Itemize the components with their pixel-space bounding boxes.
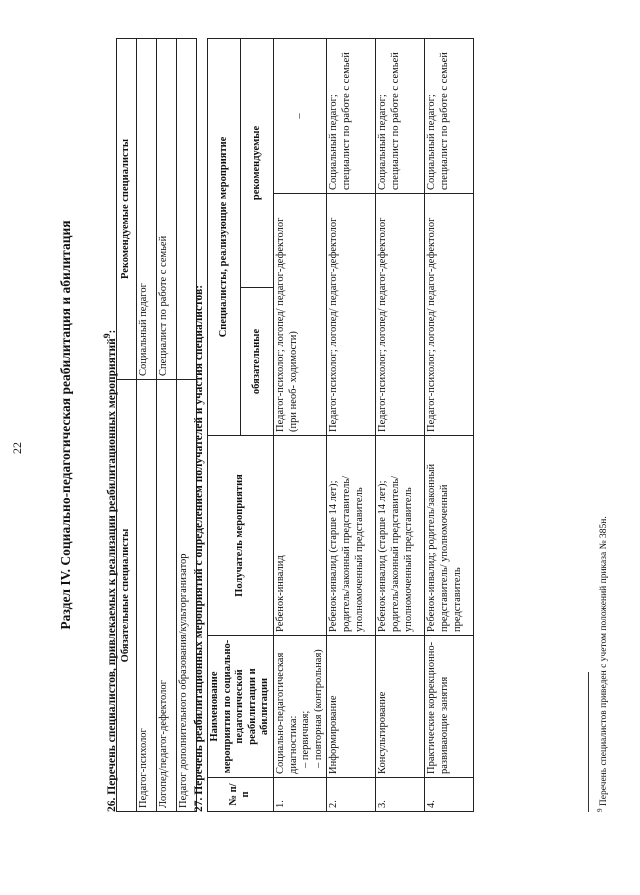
activity-recipient: Ребенок-инвалид (старше 14 лет); родитель/законный представитель/ уполномоченный представитель — [327, 436, 376, 636]
activity-recipient: Ребенок-инвалид — [273, 436, 326, 636]
activity-name: Консультирование — [376, 636, 425, 778]
table-row — [137, 39, 157, 812]
specialists-recommended: Социальный педагог; специалист по работе с семьей — [327, 38, 376, 193]
col-specialists-required: обязательные — [240, 288, 273, 436]
specialists-required: Педагог-психолог; логопед/ педагог-дефектолог (при необ- ходимости) — [273, 194, 326, 436]
activities-table — [207, 38, 474, 812]
table-row — [157, 39, 177, 812]
activity-name: Практические коррекционно-развивающие занятия — [425, 636, 474, 778]
row-number: 4. — [425, 778, 474, 812]
col-recommended-specialists: Рекомендуемые специалисты — [117, 39, 137, 380]
row-number: 2. — [327, 778, 376, 812]
activities-table-header — [208, 38, 241, 811]
footnote — [596, 516, 609, 812]
table-row — [273, 38, 326, 811]
recommended-specialist: Социальный педагог — [137, 39, 157, 380]
specialists-table — [116, 38, 197, 812]
col-recipient: Получатель мероприятия — [208, 436, 274, 636]
required-specialist: Педагог дополнительного образования/культорганизатор — [177, 380, 197, 812]
section-27-heading: 27. Перечень реабилитационных мероприятий с определением получателей и участия специалистов: — [193, 284, 205, 812]
specialists-required: Педагог-психолог; логопед/ педагог-дефектолог — [425, 194, 474, 436]
footnote-text: Перечень специалистов приведен с учетом положений приказа № 385н. — [599, 516, 610, 807]
section-26-heading: 26. Перечень специалистов, привлекаемых к реализации реабилитационных мероприятий$^9$: — [102, 329, 118, 812]
footnote-separator — [588, 672, 589, 812]
specialists-required: Педагог-психолог; логопед/ педагог-дефектолог — [376, 194, 425, 436]
section-26-heading-text: 26. Перечень специалистов, привлекаемых к реализации реабилитационных мероприятий — [105, 338, 118, 812]
activity-subitem: – повторная (контрольная) — [312, 649, 324, 768]
col-specialists-recommended: рекомендуемые — [240, 38, 273, 287]
activity-subitem: – первичная; — [300, 710, 312, 768]
row-number: 3. — [376, 778, 425, 812]
footnote-mark: 9 — [596, 808, 604, 812]
recommended-specialist: Специалист по работе с семьей — [157, 39, 177, 380]
specialists-required: Педагог-психолог; логопед/ педагог-дефектолог — [327, 194, 376, 436]
specialists-recommended: Социальный педагог; специалист по работе с семьей — [376, 38, 425, 193]
table-row — [376, 38, 425, 811]
required-specialist: Педагог-психолог — [137, 380, 157, 812]
col-activity-name: Наименование мероприятия по социально-педагогической реабилитации и абилитации — [208, 636, 274, 778]
activity-recipient: Ребенок-инвалид (старше 14 лет); родитель/законный представитель/ уполномоченный представитель — [376, 436, 425, 636]
footnote-ref: 9 — [102, 333, 113, 339]
row-number: 1. — [273, 778, 326, 812]
activity-name: Информирование — [327, 636, 376, 778]
specialists-recommended: – — [273, 38, 326, 193]
specialists-table-header — [117, 39, 137, 812]
table-row — [425, 38, 474, 811]
page-number: 22 — [10, 442, 24, 454]
activity-recipient: Ребенок-инвалид; родитель/законный представитель/ уполномоченный представитель — [425, 436, 474, 636]
activity-name-text: Социально-педагогическая диагностика: — [274, 652, 299, 774]
required-specialist: Логопед/педагог-дефектолог — [157, 380, 177, 812]
section-title: Раздел IV. Социально-педагогическая реабилитация и абилитация — [58, 220, 73, 630]
col-number: № п/п — [208, 778, 274, 812]
specialists-recommended: Социальный педагог; специалист по работе с семьей — [425, 38, 474, 193]
col-specialists: Специалисты, реализующие мероприятие — [208, 38, 241, 435]
col-required-specialists: Обязательные специалисты — [117, 380, 137, 812]
table-row — [327, 38, 376, 811]
activity-name — [273, 636, 326, 778]
